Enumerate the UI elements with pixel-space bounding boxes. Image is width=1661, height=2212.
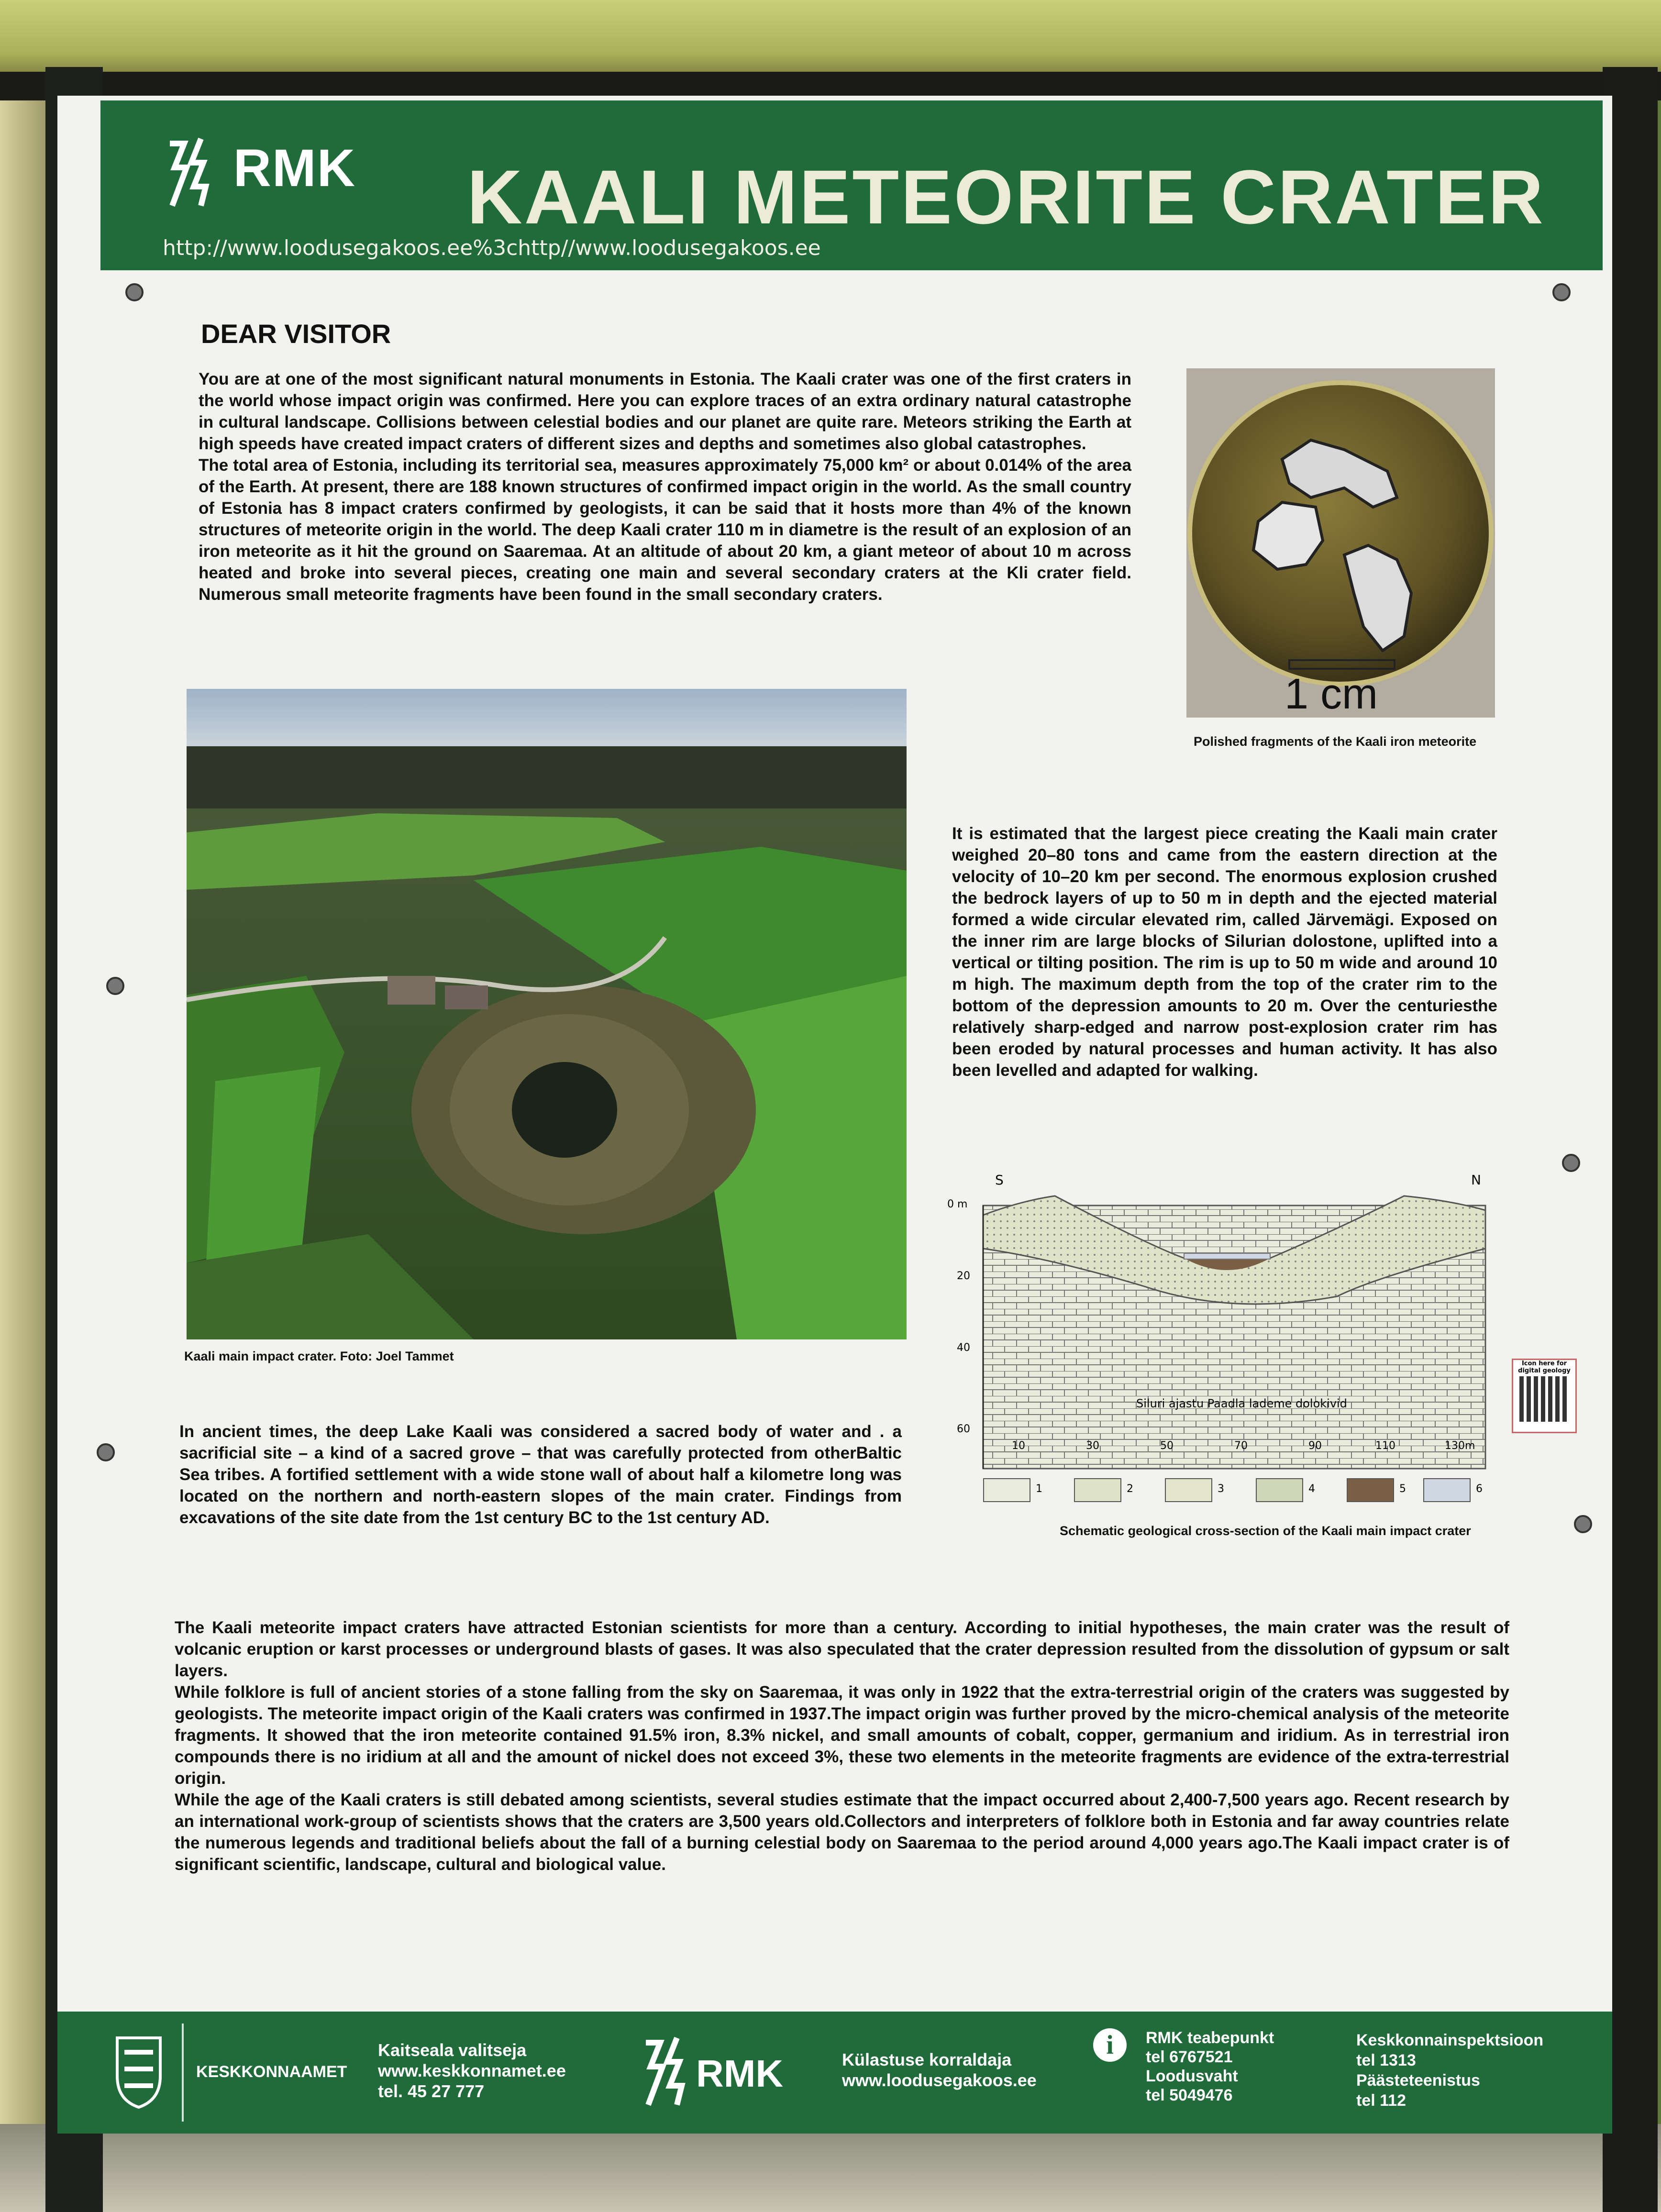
legend: [983, 1478, 1490, 1507]
footer-info-title: RMK teabepunkt: [1146, 2029, 1274, 2047]
header-url: http://www.loodusegakoos.ee%3chttp//www.loodusegakoos.ee: [163, 236, 821, 260]
legend-label: 2: [1127, 1483, 1133, 1495]
depth-label: 60: [957, 1423, 970, 1435]
intro-text: You are at one of the most significant natural monuments in Estonia. The Kaali crater was one of the first craters in the world whose impact origin was confirmed. Here you can explore traces of an extra ordinary natural catastrophe in cultural landscape. Collisions between celestial bodies and our planet are quite rare. Meteors striking the Earth at high speeds have created impact craters of different sizes and depths and sometimes also global catastrophes. The total area of Estonia, including its territorial sea, measures approximately 75,000 km² or about 0.014% of the area of the Earth. At present, there are 188 known structures of confirmed impact origin in the world. As the small country of Estonia has 8 impact craters confirmed by geologists, it can be said that it hosts more than 4% of the known structures of meteorite origin in the world. The deep Kaali crater 110 m in diametre is the result of an explosion of an iron meteorite as it hit the ground on Saaremaa. At an altitude of about 20 km, a giant meteor of about 10 m across heated and broke into several pieces, creating one main and several secondary craters at the Kli crater field. Numerous small meteorite fragments have been found in the small secondary craters.: [199, 370, 1131, 604]
science-text: The Kaali meteorite impact craters have attracted Estonian scientists for more than a century. According to initial hypotheses, the main crater was the result of volcanic eruption or karst processes or underground blasts of gases. It was also speculated that the crater depression resulted from the dissolution of gypsum or salt layers. While folklore is full of ancient stories of a stone falling from the sky on Saaremaa, it was only in 1922 that the extra-terrestrial origin of the craters was suggested by geologists. The meteorite impact origin of the Kaali craters was confirmed in 1937.The impact origin was further proved by the micro-chemical analysis of the meteorite fragments. It showed that the iron meteorite contained 91.5% iron, 8.3% nickel, and small amounts of cobalt, copper, germanium and iridium. As in terrestrial iron compounds there is no iridium at all and the amount of nickel does not exceed 3%, these two elements in the meteorite fragments are evidence of the extra-terrestrial origin. While the age of the Kaali craters is still debated among scientists, several studies estimate that the impact occurred about 2,400-7,500 years ago. Recent research by an international work-group of scientists shows that the craters are 3,500 years old.Collectors and interpreters of folklore both in Estonia and far away countries relate the numerous legends and traditional beliefs about the fall of a burning celestial body on Saaremaa to the period around 4,000 years ago.The Kaali impact crater is of significant scientific, landscape, cultural and biological value.: [175, 1618, 1509, 1874]
footer-manager-tel: tel. 45 27 777: [378, 2081, 485, 2101]
depth-label: 20: [957, 1270, 970, 1282]
distance-label: 110: [1375, 1440, 1395, 1452]
rmk-tree-icon: [636, 2033, 694, 2110]
gravel-ground: [0, 2124, 1661, 2212]
footer-manager-url[interactable]: www.keskkonnamet.ee: [378, 2061, 566, 2080]
rmk-logo-text: RMK: [233, 139, 356, 198]
footer-rescue-tel: tel 112: [1356, 2091, 1406, 2110]
qr-code[interactable]: [1512, 1359, 1577, 1433]
footer-info-name: Loodusvaht: [1146, 2067, 1238, 2085]
geological-cross-section: [945, 1172, 1514, 1516]
screw: [1562, 1154, 1580, 1172]
legend-label: 5: [1399, 1483, 1406, 1495]
footer-info-tel2: tel 5049476: [1146, 2086, 1233, 2104]
aerial-crater-photo: [187, 689, 907, 1339]
inner-label: Siluri ajastu Paadla lademe dolokivid: [1136, 1397, 1347, 1410]
qr-label: Icon here for digital geology: [1518, 1360, 1571, 1374]
legend-label: 6: [1476, 1483, 1483, 1495]
depth-label: 0 m: [947, 1198, 968, 1210]
footer-rescue-title: Päästeteenistus: [1356, 2071, 1480, 2090]
board-header: [100, 100, 1603, 270]
distance-label: 10: [1012, 1440, 1025, 1452]
screw: [125, 283, 144, 301]
meteorite-photo: [1186, 368, 1495, 718]
rmk-logo: [160, 134, 356, 210]
footer-inspection-tel: tel 1313: [1356, 2051, 1416, 2069]
page-title: KAALI METEORITE CRATER: [467, 154, 1545, 240]
crater-text: It is estimated that the largest piece creating the Kaali main crater weighed 20–80 tons and came from the eastern direction at the velocity of 10–20 km per second. The enormous explosion crushed the bedrock layers of up to 50 m in depth and the ejected material formed a wide circular elevated rim, called Järvemägi. Exposed on the inner rim are large blocks of Silurian dolostone, uplifted into a vertical or tilting position. The rim is up to 50 m wide and around 10 m high. The maximum depth from the top of the crater rim to the bottom of the depression amounts to 20 m. Over the centuriesthe relatively sharp-edged and narrow post-explosion crater rim has been eroded by natural processes and human activity. It has also been levelled and adapted for walking.: [952, 824, 1497, 1080]
footer-manager-title: Kaitseala valitseja: [378, 2040, 527, 2060]
footer-info-tel: tel 6767521: [1146, 2048, 1233, 2066]
distance-label: 70: [1234, 1440, 1248, 1452]
footer-host-title: Külastuse korraldaja: [842, 2050, 1012, 2069]
screw: [97, 1443, 115, 1461]
compass-south: S: [995, 1172, 1004, 1188]
legend-label: 3: [1218, 1483, 1224, 1495]
screw: [106, 977, 124, 995]
screw: [1574, 1515, 1592, 1533]
history-text: In ancient times, the deep Lake Kaali was considered a sacred body of water and . a sacrificial site – a kind of a sacred grove – that was carefully protected from otherBaltic Sea tribes. A fortified settlement with a wide stone wall of about half a kilometre long was located on the northern and north-eastern slopes of the main crater. Findings from excavations of the site date from the 1st century BC to the 1st century AD.: [179, 1422, 902, 1527]
compass-north: N: [1471, 1172, 1481, 1188]
board-footer: [57, 2012, 1612, 2134]
depth-label: 40: [957, 1342, 970, 1354]
distance-label: 130m: [1445, 1440, 1475, 1452]
intro-heading: DEAR VISITOR: [201, 319, 391, 349]
estonian-coat-of-arms-icon: [112, 2033, 165, 2110]
footer-inspection-title: Keskkonnainspektsioon: [1356, 2031, 1544, 2049]
footer-divider: [182, 2024, 184, 2122]
legend-label: 4: [1308, 1483, 1315, 1495]
legend-label: 1: [1036, 1483, 1042, 1495]
info-icon: i: [1093, 2028, 1127, 2062]
distance-label: 90: [1308, 1440, 1322, 1452]
footer-agency: KESKKONNAAMET: [196, 2063, 347, 2081]
meteorite-caption: Polished fragments of the Kaali iron meteorite: [1194, 734, 1477, 749]
diagram-caption: Schematic geological cross-section of the Kaali main impact crater: [1060, 1524, 1471, 1538]
rmk-tree-icon: [160, 134, 218, 210]
distance-label: 30: [1086, 1440, 1099, 1452]
footer-rmk-text: RMK: [696, 2052, 784, 2095]
screw: [1552, 283, 1571, 301]
aerial-caption: Kaali main impact crater. Foto: Joel Tammet: [184, 1349, 454, 1363]
scale-label: 1 cm: [1285, 670, 1378, 718]
footer-host-url[interactable]: www.loodusegakoos.ee: [842, 2070, 1037, 2090]
distance-label: 50: [1160, 1440, 1174, 1452]
qr-pattern: [1519, 1376, 1570, 1422]
